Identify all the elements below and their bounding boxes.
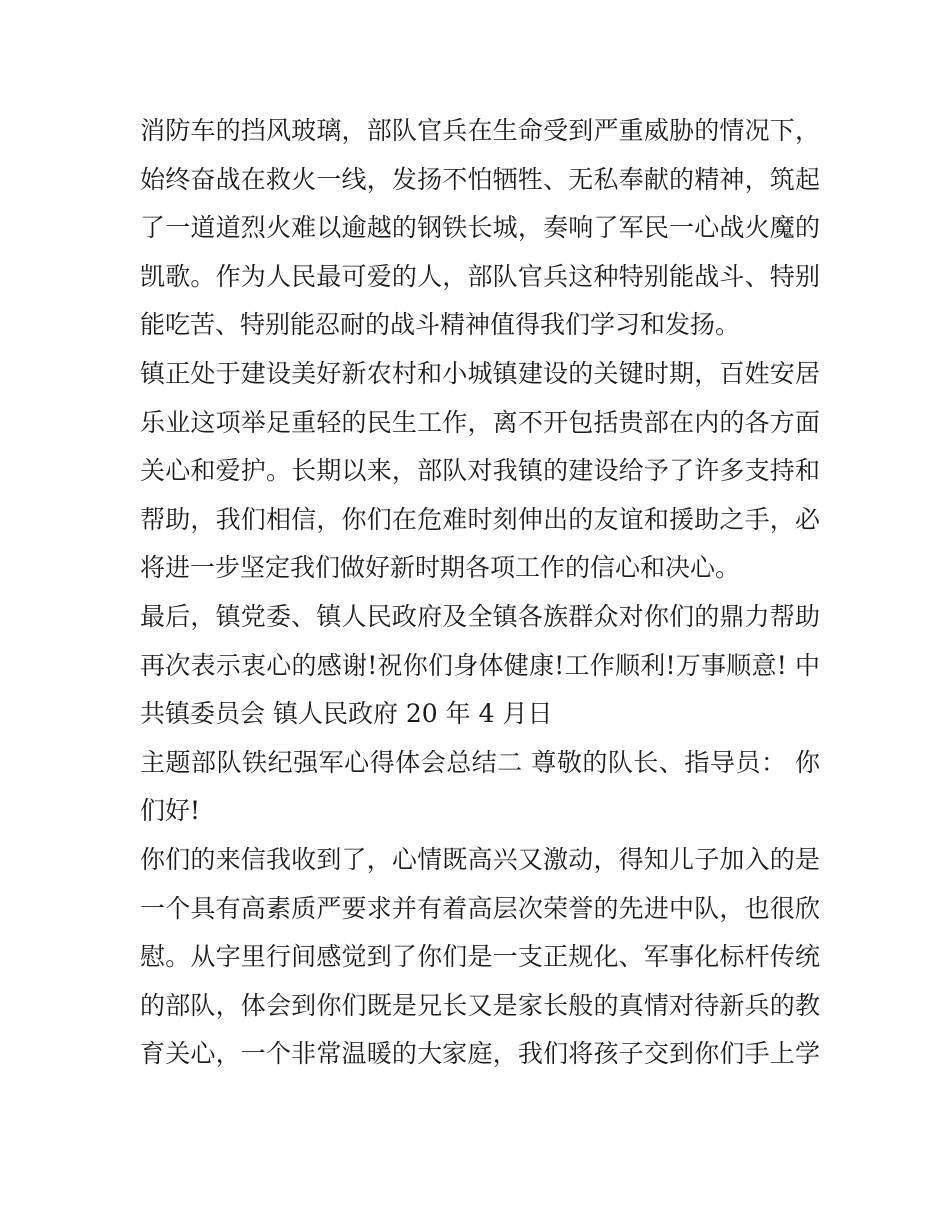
text-line: 一个具有高素质严要求并有着高层次荣誉的先进中队，也很欣 — [140, 893, 820, 923]
text-line: 帮助，我们相信，你们在危难时刻伸出的友谊和援助之手，必 — [140, 504, 820, 534]
text-line: 消防车的挡风玻璃，部队官兵在生命受到严重威胁的情况下， — [140, 116, 820, 145]
text-line: 始终奋战在救火一线，发扬不怕牺牲、无私奉献的精神，筑起 — [140, 164, 820, 194]
text-line: 慰。从字里行间感觉到了你们是一支正规化、军事化标杆传统 — [140, 942, 820, 972]
document-body — [140, 107, 820, 1079]
text-line: 了一道道烈火难以逾越的钢铁长城，奏响了军民一心战火魔的 — [140, 213, 820, 243]
text-line: 共镇委员会 镇人民政府 20 年 4 月日 — [140, 699, 553, 729]
text-line: 关心和爱护。长期以来，部队对我镇的建设给予了许多支持和 — [140, 456, 820, 486]
text-line: 再次表示衷心的感谢!祝你们身体健康!工作顺利!万事顺意! 中 — [140, 650, 820, 680]
text-line: 的部队，体会到你们既是兄长又是家长般的真情对待新兵的教 — [140, 990, 820, 1020]
text-line: 最后，镇党委、镇人民政府及全镇各族群众对你们的鼎力帮助 — [140, 601, 820, 631]
text-line: 凯歌。作为人民最可爱的人，部队官兵这种特别能战斗、特别 — [140, 261, 820, 291]
text-line: 镇正处于建设美好新农村和小城镇建设的关键时期，百姓安居 — [140, 358, 820, 388]
text-line: 你们的来信我收到了，心情既高兴又激动，得知儿子加入的是 — [140, 844, 820, 874]
text-line: 乐业这项举足重轻的民生工作，离不开包括贵部在内的各方面 — [140, 407, 820, 437]
text-line: 能吃苦、特别能忍耐的战斗精神值得我们学习和发扬。 — [140, 310, 741, 340]
text-line: 将进一步坚定我们做好新时期各项工作的信心和决心。 — [140, 553, 741, 583]
text-line: 主题部队铁纪强军心得体会总结二 尊敬的队长、指导员： 你 — [140, 747, 820, 777]
text-line: 育关心，一个非常温暖的大家庭，我们将孩子交到你们手上学 — [140, 1039, 820, 1069]
text-line: 们好! — [140, 796, 201, 826]
